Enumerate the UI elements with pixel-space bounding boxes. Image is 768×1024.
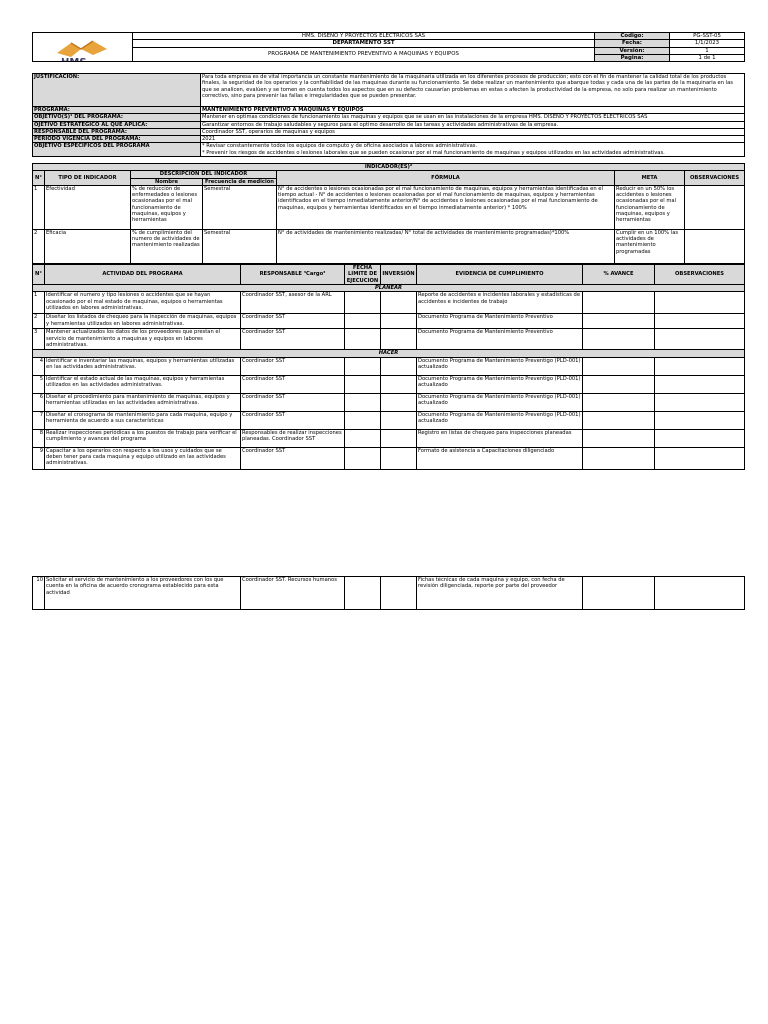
info-value: Mantener en optimas condiciones de funcionamiento las maquinas y equipos que se usan en las instalaciones de la empresa HMS. DISEÑO Y PROYECTOS ELECTRICOS SAS [201,114,745,121]
col-header: FECHA LIMITE DE EJECUCION [345,265,381,285]
program-title: PROGRAMA DE MANTENIMIENTO PREVENTIVO A MAQUINAS Y EQUIPOS [133,47,595,62]
table-row: 2 Eficacia % de cumplimiento del numero de actividades de mantenimiento realizadas Semestral N° de actividades de mantenimiento realizadas/ N° total de actividades de mantenimiento programadas)*100% Cumplir en un 100% las actividades de mantenimiento programadas [33,229,745,263]
table-row: 8 Realizar inspecciones periódicas a los puestos de trabajo para verificar el cumplimiento y avances del programa Responsables de realizar inspecciones planeadas. Coordinador SST Registro en listas de chequeo para inspecciones planeadas [33,429,745,447]
table-row: 1 Efectividad % de reducción de enfermedades o lesiones ocasionadas por el mal funcionamiento de maquinas, equipos y herramientas Semestral N° de accidentes o lesiones ocasionadas por el mal funcionamiento de maquinas, equipos y herramientas identificadas en el tiempo actual - N° de accidentes o lesiones ocasionadas por el mal funcionamiento de maquinas, equipos y herramientas identificados en el tiempo inmediatamente anterior/N° de accidentes o lesiones ocasionadas por el mal funcionamiento de maquinas, equipos y herramientas identificados en el tiempo inmediatamente anterior) * 100% Reducir en un 50% los accidentes o lesiones ocasionadas por el mal funcionamiento de maquinas, equipos y herramientas [33,185,745,229]
phase-do: HACER [33,350,745,357]
col-header: RESPONSABLE ³Cargo³ [241,265,345,285]
info-label: OBJETIVO ESPECIFICOS DEL PROGRAMA [33,143,201,157]
phase-plan: PLANEAR [33,285,745,292]
table-row: 10 Solicitar el servicio de mantenimiento a los proveedores con los que cuenta en la oficina de acuerdo cronograma establecido para esta actividad Coordinador SST. Recursos humanos Fichas técnicas de cada maquina y equipo, con fecha de revisión diligenciada, reporte por parte del proveedor [33,577,745,610]
meta-value: 1 [670,47,745,54]
info-label: PERIODO VIGENCIA DEL PROGRAMA: [33,136,201,143]
department-name: DEPARTAMENTO SST [133,40,595,47]
col-header: DESCRIPCION DEL INDICADOR [131,171,277,178]
meta-value: 1 de 1 [670,54,745,61]
table-row: 1 Identificar el numero y tipo lesiones o accidentes que se hayan ocasionado por el mal estado de maquinas, equipos o herramientas utilizados en labores administrativas. Coordinador SST, asesor de la ARL Reporte de accidentes e incidentes laborales y estadísticas de accidentes e incidentes de trabajo [33,292,745,314]
meta-label: Versión: [595,47,670,54]
meta-label: Fecha: [595,40,670,47]
activities-table [32,264,745,470]
meta-value: 1/1/2023 [670,40,745,47]
col-header: % AVANCE [583,265,655,285]
info-label: PROGRAMA: [33,107,201,114]
logo-cell [33,33,133,67]
indicators-table [32,163,745,264]
document-header [32,32,745,67]
info-value: MANTENIMIENTO PREVENTIVO A MAQUINAS Y EQUIPOS [201,107,745,114]
table-row: 4 Identificar e inventariar las maquinas, equipos y herramientas utilizadas en las actividades administrativas. Coordinador SST Documento Programa de Mantenimiento Preventigo (PLD-001) actualizado [33,357,745,375]
company-name: HMS. DISEÑO Y PROYECTOS ELECTRICOS SAS [133,33,595,40]
info-label: OBJETIVO(S)¹ DEL PROGRAMA: [33,114,201,121]
info-value: Coordinador SST, operarios de maquinas y equipos [201,128,745,135]
info-value: Para toda empresa es de vital importancia un constante mantenimiento de la maquinaria utilizada en los diferentes procesos de producción; esto con el fin de mantener la calidad total de los productos finales, la seguridad de los operarios y la confiabilidad de las maquinas durante su funcionamiento. Se debe realizar un mantenimiento que abarque todas y cada una de las partes de la maquinaria en las que se analicen, evalúen y se tomen en cuenta todos los aspectos que en su defecto causarían problemas en estas o afecten la productividad de la empresa, no solo para realizar un mantenimiento correctivo, sino para prevenir las fallas e irregularidades que se pueden presentar. [201,74,745,107]
table-row: 9 Capacitar a los operarios con respecto a los usos y cuidados que se deben tener para cada maquina y equipo utilizado en las actividades administrativas. Coordinador SST Formato de asistencia a Capacitaciones diligenciado [33,447,745,469]
info-value: Garantizar entornos de trabajo saludables y seguros para el optimo desarrollo de las tareas y actividades administrativas de la empresa. [201,121,745,128]
company-logo-icon [47,37,119,67]
table-row: 2 Diseñar los listados de chequeo para la inspección de maquinas, equipos y herramientas utilizados en labores administrativas. Coordinador SST Documento Programa de Mantenimiento Preventivo [33,314,745,329]
col-header: INVERSIÓN [381,265,417,285]
col-header: ACTIVIDAD DEL PROGRAMA [45,265,241,285]
col-header: Frecuencia de medición [203,178,277,185]
info-label: OJETIVO ESTRATEGICO AL QUE APLICA: [33,121,201,128]
table-row: 3 Mantener actualizados los datos de los proveedores que prestan el servicio de mantenimiento a maquinas y equipos en labores administrativas. Coordinador SST Documento Programa de Mantenimiento Preventivo [33,329,745,350]
col-header: OBSERVACIONES [655,265,745,285]
activities-continuation [32,576,745,610]
col-header: N° [33,265,45,285]
program-info [32,73,745,157]
info-label: RESPONSABLE DEL PROGRAMA: [33,128,201,135]
table-row: 5 Identificar el estado actual de las maquinas, equipos y herramientas utilizados en las actividades administrativas. Coordinador SST Documento Programa de Mantenimiento Preventigo (PLD-001) actualizado [33,375,745,393]
table-row: 6 Diseñar el procedimiento para mantenimiento de maquinas, equipos y herramientas utilizadas en las actividades administrativas. Coordinador SST Documento Programa de Mantenimiento Preventigo (PLD-001) actualizado [33,393,745,411]
logo-text: HMS. [61,57,91,67]
info-label: JUSTIFICACION: [33,74,201,107]
table-row: 7 Diseñar el cronograma de mantenimiento para cada maquina, equipo y herramienta de acuerdo a sus características Coordinador SST Documento Programa de Mantenimiento Preventigo (PLD-001) actualizado [33,411,745,429]
meta-value: PG-SST-05 [670,33,745,40]
meta-label: Pagina: [595,54,670,61]
col-header: Nombre [131,178,203,185]
indicators-title: INDICADOR(ES)² [33,164,745,171]
col-header: META [615,171,685,186]
col-header: N° [33,171,45,186]
info-value: * Revisar constantemente todos los equipos de computo y de oficina asociados a labores administrativas. * Prevenir los riesgos de accidentes o lesiones laborales que se pueden ocasionar por el mal funcionamiento de maquinas y equipos utilizados en las actividades administrativas. [201,143,745,157]
col-header: EVIDENCIA DE CUMPLIMIENTO [417,265,583,285]
info-value: 2021 [201,136,745,143]
col-header: OBSERVACIONES [685,171,745,186]
meta-label: Codigo: [595,33,670,40]
col-header: FÓRMULA [277,171,615,186]
col-header: TIPO DE INDICADOR [45,171,131,186]
